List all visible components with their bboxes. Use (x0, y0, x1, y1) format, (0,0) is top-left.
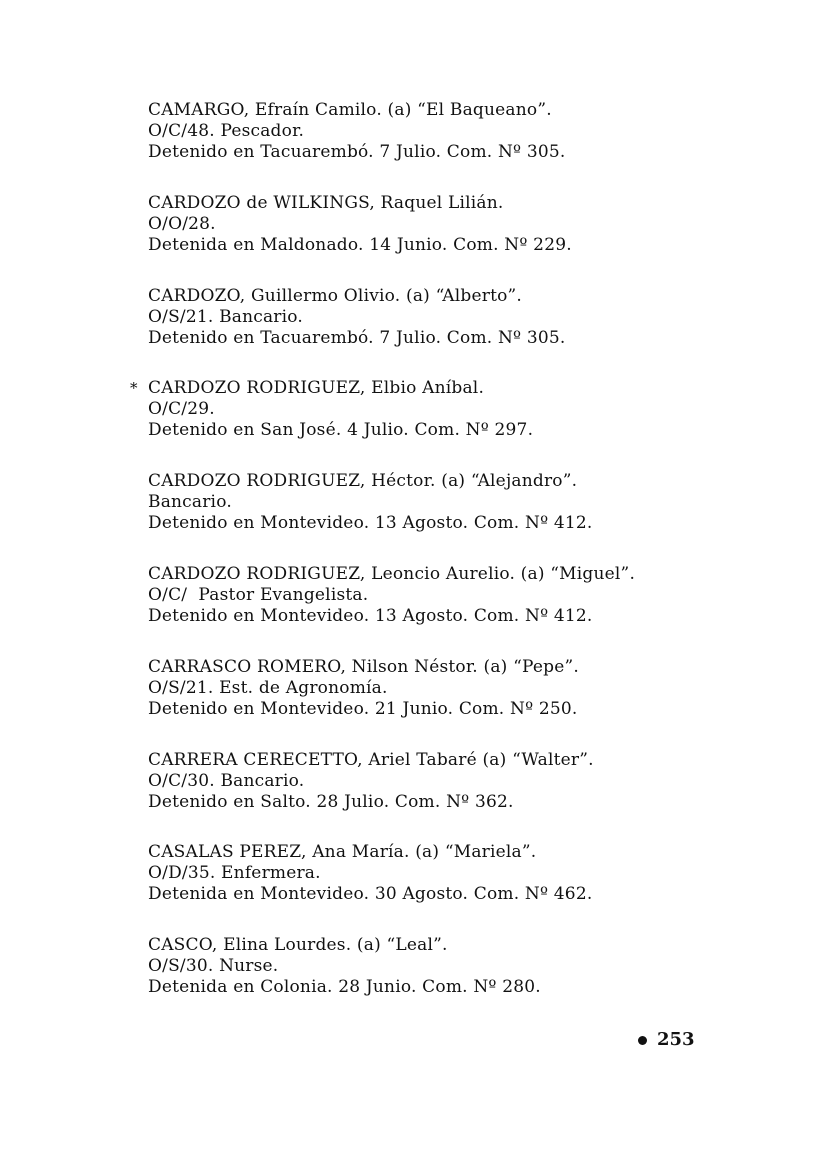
record-detention: Detenido en Tacuarembó. 7 Julio. Com. Nº 305. (148, 328, 566, 348)
bullet-icon (638, 1036, 647, 1045)
record-detention: Detenida en Colonia. 28 Junio. Com. Nº 280. (148, 977, 541, 997)
record-entry (148, 193, 708, 256)
record-detention: Detenido en San José. 4 Julio. Com. Nº 297. (148, 420, 534, 440)
record-name: CARDOZO, Guillermo Olivio. (a) “Alberto”. (148, 286, 523, 306)
record-entry (148, 935, 708, 998)
record-name: CASCO, Elina Lourdes. (a) “Leal”. (148, 935, 448, 955)
record-entry (148, 471, 708, 534)
record-info: O/O/28. (148, 214, 216, 234)
record-detention: Detenida en Montevideo. 30 Agosto. Com. Nº 462. (148, 884, 593, 904)
record-entry (148, 750, 708, 813)
record-name: CARDOZO RODRIGUEZ, Elbio Aníbal. (148, 378, 485, 398)
record-entry (148, 100, 708, 163)
record-info: O/C/48. Pescador. (148, 121, 305, 141)
record-info: O/S/21. Est. de Agronomía. (148, 678, 388, 698)
record-info: O/C/29. (148, 399, 215, 419)
record-name: CARDOZO de WILKINGS, Raquel Lilián. (148, 193, 504, 213)
page-number: 253 (657, 1029, 695, 1050)
record-entry (148, 657, 708, 720)
record-entry (148, 286, 708, 349)
record-detention: Detenido en Salto. 28 Julio. Com. Nº 362. (148, 792, 514, 812)
record-name: CARRERA CERECETTO, Ariel Tabaré (a) “Walter”. (148, 750, 594, 770)
record-info: O/S/21. Bancario. (148, 307, 304, 327)
record-entry (148, 842, 708, 905)
record-name: CAMARGO, Efraín Camilo. (a) “El Baqueano”. (148, 100, 552, 120)
record-info: Bancario. (148, 492, 232, 512)
record-info: O/C/ Pastor Evangelista. (148, 585, 369, 605)
record-name: CASALAS PEREZ, Ana María. (a) “Mariela”. (148, 842, 537, 862)
record-name: CARDOZO RODRIGUEZ, Héctor. (a) “Alejandro”. (148, 471, 578, 491)
record-info: O/D/35. Enfermera. (148, 863, 321, 883)
asterisk-marker: * (130, 379, 138, 397)
record-detention: Detenida en Maldonado. 14 Junio. Com. Nº 229. (148, 235, 572, 255)
record-detention: Detenido en Montevideo. 13 Agosto. Com. Nº 412. (148, 606, 593, 626)
record-info: O/C/30. Bancario. (148, 771, 305, 791)
page-footer (638, 1029, 695, 1051)
record-detention: Detenido en Montevideo. 13 Agosto. Com. Nº 412. (148, 513, 593, 533)
record-entry (130, 378, 708, 441)
record-entry (148, 564, 708, 627)
record-name: CARRASCO ROMERO, Nilson Néstor. (a) “Pepe”. (148, 657, 579, 677)
record-info: O/S/30. Nurse. (148, 956, 279, 976)
record-name: CARDOZO RODRIGUEZ, Leoncio Aurelio. (a) “Miguel”. (148, 564, 636, 584)
record-detention: Detenido en Montevideo. 21 Junio. Com. Nº 250. (148, 699, 578, 719)
record-detention: Detenido en Tacuarembó. 7 Julio. Com. Nº 305. (148, 142, 566, 162)
